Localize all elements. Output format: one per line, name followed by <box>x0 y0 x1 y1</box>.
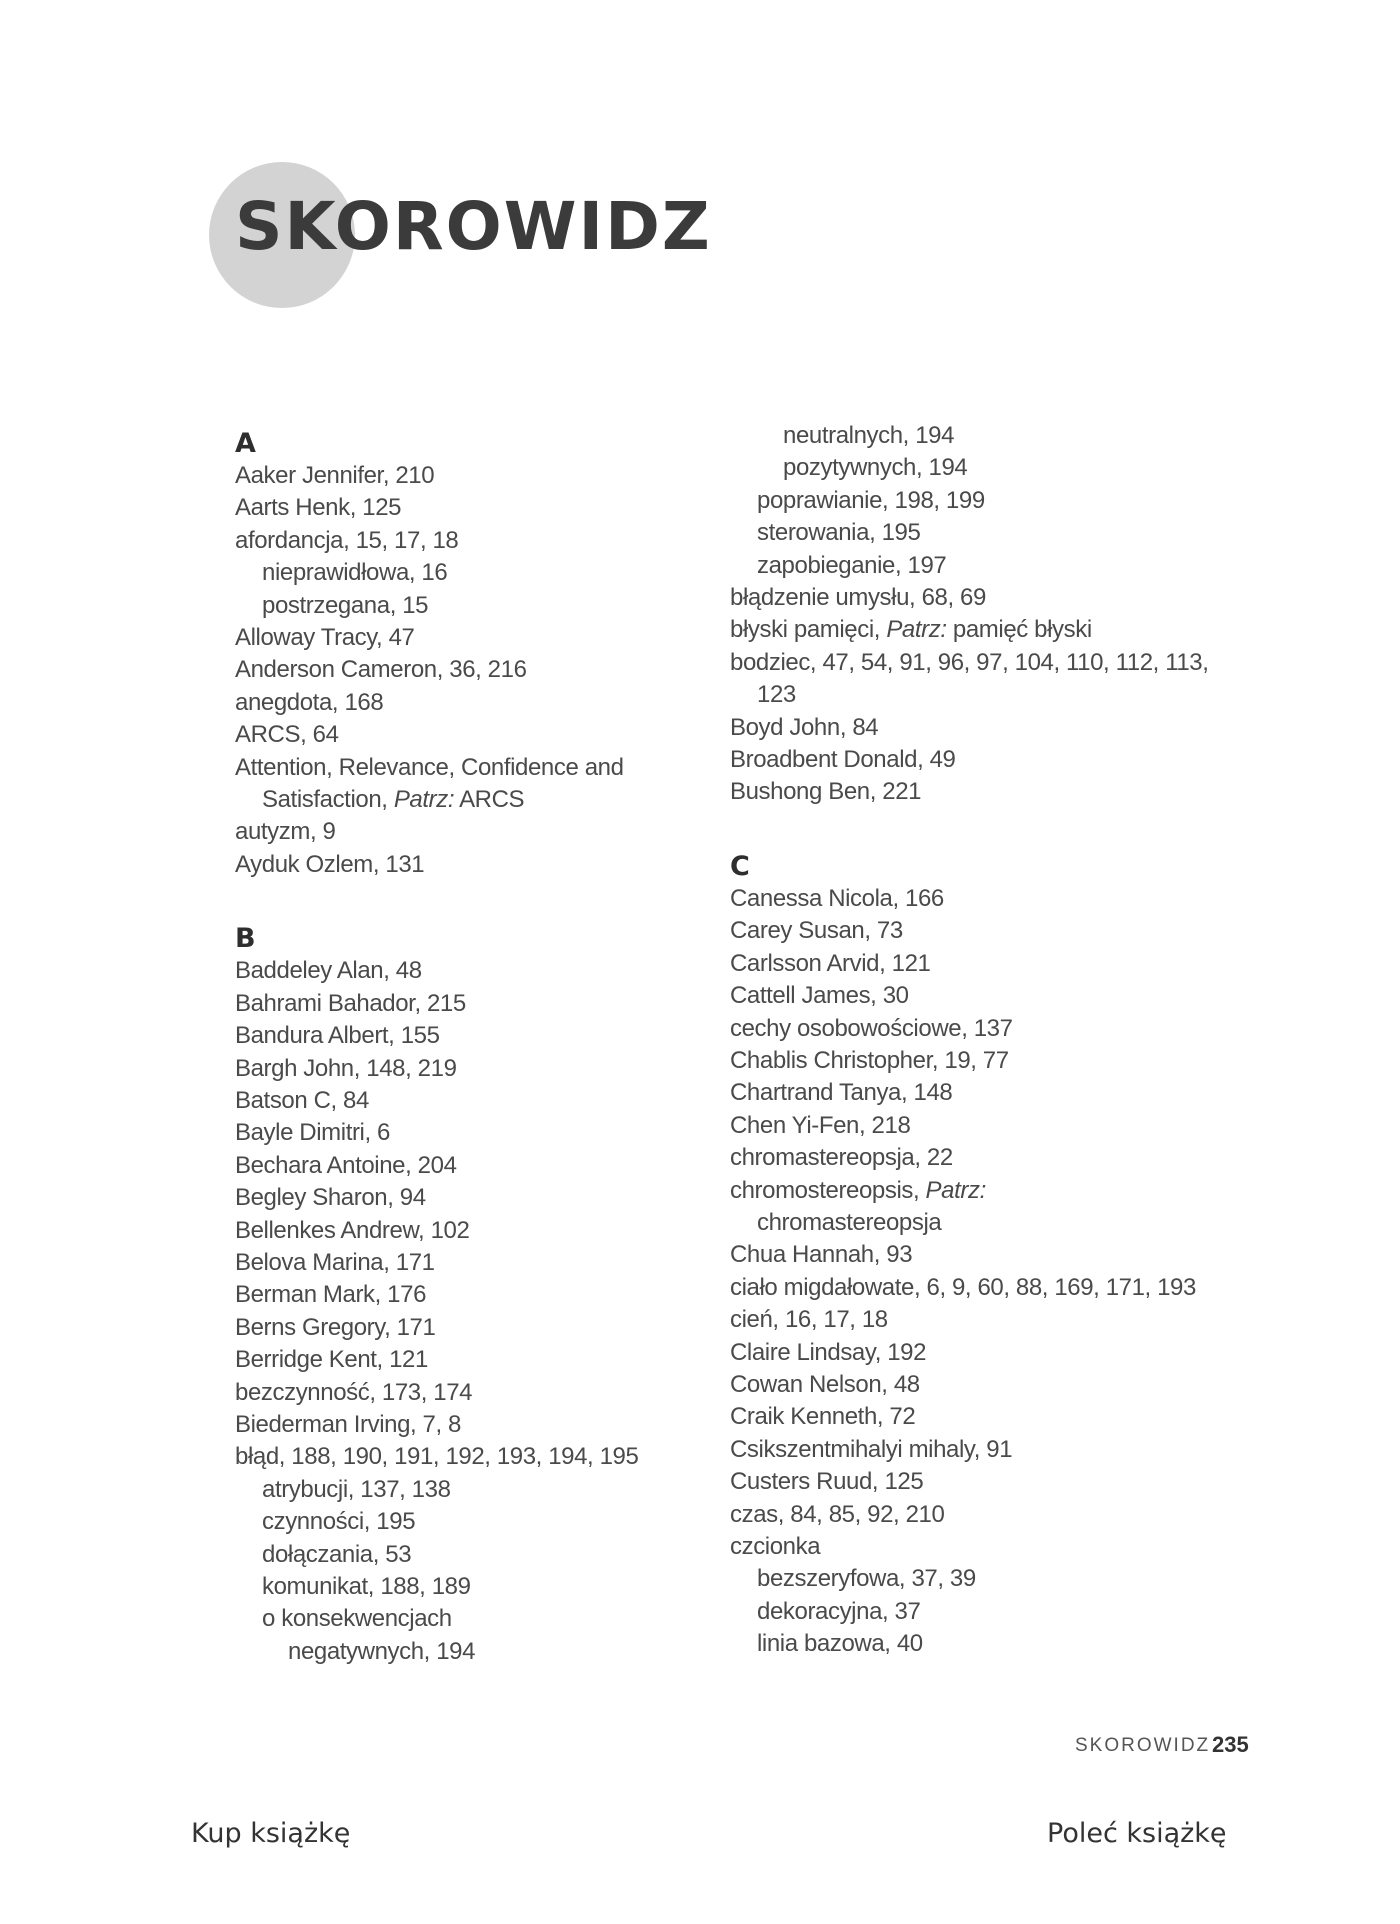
index-entry <box>730 1466 1200 1498</box>
index-entry-text: błądzenie umysłu, 68, 69 <box>730 584 986 612</box>
index-entry-text: Chablis Christopher, 19, 77 <box>730 1046 1009 1074</box>
index-entry-text: Aarts Henk, 125 <box>235 494 402 522</box>
index-entry <box>235 1182 705 1214</box>
index-entry-text: ciało migdałowate, 6, 9, 60, 88, 169, 171, 193 <box>730 1273 1196 1301</box>
index-entry-text: Cattell James, 30 <box>730 982 909 1010</box>
index-entry <box>730 915 1200 947</box>
index-entry-text: chromostereopsis, <box>730 1176 926 1204</box>
index-entry-text: neutralnych, 194 <box>783 422 955 449</box>
index-entry-text: błąd, 188, 190, 191, 192, 193, 194, 195 <box>235 1443 639 1471</box>
index-entry <box>730 1077 1200 1109</box>
index-entry <box>235 492 705 524</box>
index-entry-text: Canessa Nicola, 166 <box>730 884 944 912</box>
title-block <box>209 162 809 312</box>
index-entry-text: dołączania, 53 <box>262 1540 412 1568</box>
index-entry <box>730 1401 1200 1433</box>
index-subentry <box>235 590 705 622</box>
index-entry <box>730 948 1200 980</box>
index-subentry <box>730 517 1200 549</box>
running-title: SKOROWIDZ <box>1075 1735 1211 1756</box>
index-subentry <box>730 420 1200 452</box>
index-entry <box>235 752 705 784</box>
index-entry-text: Baddeley Alan, 48 <box>235 957 422 985</box>
index-entry-text: Bechara Antoine, 204 <box>235 1151 457 1179</box>
index-entry-text: nieprawidłowa, 16 <box>262 559 448 587</box>
section-gap <box>235 881 705 915</box>
index-entry-text: postrzegana, 15 <box>262 591 429 619</box>
index-entry-text: czcionka <box>730 1533 821 1560</box>
index-entry <box>730 1531 1200 1563</box>
see-reference-label: Patrz: <box>925 1176 986 1204</box>
index-entry <box>730 1272 1200 1304</box>
index-entry-text: Ayduk Ozlem, 131 <box>235 850 425 878</box>
index-entry-text: Carey Susan, 73 <box>730 917 903 945</box>
index-subentry <box>730 485 1200 517</box>
index-entry <box>730 647 1209 679</box>
index-column-right <box>730 420 1209 1661</box>
index-entry-text: Boyd John, 84 <box>730 713 879 741</box>
index-entry-text: 123 <box>757 681 796 709</box>
index-entry <box>235 1085 705 1117</box>
index-entry-text: komunikat, 188, 189 <box>262 1573 471 1600</box>
index-entry-text: Satisfaction, <box>262 786 394 814</box>
index-entry <box>235 687 705 719</box>
index-entry-text: poprawianie, 198, 199 <box>757 486 985 514</box>
index-entry <box>730 1110 1200 1142</box>
index-entry-text: Broadbent Donald, 49 <box>730 746 956 774</box>
index-entry <box>730 614 1200 646</box>
index-entry <box>730 1499 1200 1531</box>
index-entry-text: atrybucji, 137, 138 <box>262 1475 451 1503</box>
index-entry-text: Attention, Relevance, Confidence and <box>235 753 624 781</box>
index-entry <box>730 883 1200 915</box>
index-entry <box>730 1369 1200 1401</box>
index-entry <box>235 1344 705 1376</box>
index-entry-text: linia bazowa, 40 <box>757 1630 923 1658</box>
index-entry <box>235 622 705 654</box>
index-entry <box>235 849 705 881</box>
index-subentry <box>730 1628 1200 1660</box>
index-entry <box>235 1312 705 1344</box>
index-entry <box>235 654 705 686</box>
index-entry <box>235 1117 705 1149</box>
index-entry <box>730 1337 1200 1369</box>
index-section-letter: B <box>235 923 256 955</box>
index-subentry <box>730 1596 1200 1628</box>
index-entry-text: afordancja, 15, 17, 18 <box>235 526 459 554</box>
index-entry <box>235 1247 705 1279</box>
index-entry <box>235 1215 705 1247</box>
index-entry-text: zapobieganie, 197 <box>757 551 947 579</box>
index-entry-text: Biederman Irving, 7, 8 <box>235 1410 461 1438</box>
page-number: 235 <box>1212 1732 1249 1757</box>
index-entry <box>730 1239 1200 1271</box>
index-subentry <box>235 1506 705 1538</box>
index-entry <box>730 776 1200 808</box>
index-entry <box>235 1279 705 1311</box>
index-entry-text: sterowania, 195 <box>757 519 921 547</box>
index-entry-text: anegdota, 168 <box>235 688 384 716</box>
index-entry-text: czas, 84, 85, 92, 210 <box>730 1500 945 1528</box>
index-subentry <box>730 679 1200 711</box>
index-entry-text: Berridge Kent, 121 <box>235 1346 428 1374</box>
index-entry <box>235 1377 705 1409</box>
index-section-letter: A <box>235 428 256 459</box>
see-reference-target: ARCS <box>459 786 525 814</box>
index-subentry <box>730 550 1200 582</box>
see-reference-target: pamięć błyski <box>952 616 1092 644</box>
index-entry <box>235 460 705 492</box>
index-entry <box>235 816 705 848</box>
index-entry-text: Bellenkes Andrew, 102 <box>235 1216 470 1244</box>
index-entry <box>730 1142 1200 1174</box>
index-entry <box>730 712 1200 744</box>
index-entry-text: ARCS, 64 <box>235 721 339 749</box>
index-entry <box>730 1175 1200 1207</box>
index-entry <box>730 1434 1200 1466</box>
index-entry-text: Craik Kenneth, 72 <box>730 1403 916 1431</box>
index-entry <box>235 719 705 751</box>
index-entry <box>235 1020 705 1052</box>
index-entry-text: Custers Ruud, 125 <box>730 1468 924 1496</box>
index-subentry <box>730 1207 1200 1239</box>
see-reference-label: Patrz: <box>393 786 455 814</box>
buy-book-link[interactable]: Kup książkę <box>191 1818 351 1849</box>
index-entry <box>730 582 1200 614</box>
index-entry-text: autyzm, 9 <box>235 818 336 846</box>
index-subentry <box>235 784 705 816</box>
index-entry-text: Berns Gregory, 171 <box>235 1313 436 1341</box>
index-entry-text: chromastereopsja, 22 <box>730 1144 953 1172</box>
index-entry <box>235 955 705 987</box>
index-entry-text: Chartrand Tanya, 148 <box>730 1079 953 1107</box>
index-entry-text: Bushong Ben, 221 <box>730 778 922 806</box>
page-title: SKOROWIDZ <box>235 188 712 265</box>
index-entry-text: Anderson Cameron, 36, 216 <box>235 656 527 684</box>
index-entry-text: chromastereopsja <box>757 1208 942 1236</box>
index-subentry <box>235 1539 705 1571</box>
index-entry-text: Carlsson Arvid, 121 <box>730 949 931 977</box>
index-entry-text: cechy osobowościowe, 137 <box>730 1014 1013 1042</box>
index-entry <box>730 1013 1200 1045</box>
index-entry-text: czynności, 195 <box>262 1508 416 1536</box>
index-entry-text: bodziec, 47, 54, 91, 96, 97, 104, 110, 112, 113, <box>730 648 1209 676</box>
index-entry <box>235 1053 705 1085</box>
index-entry <box>730 1045 1200 1077</box>
index-entry <box>235 525 705 557</box>
index-entry-text: bezczynność, 173, 174 <box>235 1378 473 1406</box>
index-entry-text: pozytywnych, 194 <box>783 454 968 482</box>
index-entry-text: o konsekwencjach <box>262 1605 452 1633</box>
index-entry-text: Aaker Jennifer, 210 <box>235 462 435 489</box>
index-subentry <box>235 1636 705 1668</box>
index-section-letter: C <box>730 850 750 882</box>
index-entry <box>235 1441 705 1473</box>
index-entry-text: dekoracyjna, 37 <box>757 1597 921 1625</box>
index-entry-text: Cowan Nelson, 48 <box>730 1370 920 1398</box>
index-entry-text: bezszeryfowa, 37, 39 <box>757 1565 976 1593</box>
index-entry-text: Chen Yi-Fen, 218 <box>730 1111 911 1139</box>
index-entry <box>730 1304 1200 1336</box>
index-entry-text: Bayle Dimitri, 6 <box>235 1119 390 1147</box>
index-entry-text: Alloway Tracy, 47 <box>235 624 415 652</box>
index-entry <box>730 980 1200 1012</box>
index-column-left <box>235 420 705 1668</box>
index-subentry <box>235 557 705 589</box>
index-entry-text: Batson C, 84 <box>235 1086 369 1114</box>
index-entry <box>730 744 1200 776</box>
see-reference-label: Patrz: <box>886 616 947 644</box>
recommend-book-link[interactable]: Poleć książkę <box>1047 1818 1227 1849</box>
index-entry-text: negatywnych, 194 <box>288 1637 476 1665</box>
index-entry <box>235 1150 705 1182</box>
index-subentry <box>235 1571 705 1603</box>
index-entry-text: Begley Sharon, 94 <box>235 1184 426 1212</box>
index-entry-text: Csikszentmihalyi mihaly, 91 <box>730 1435 1013 1463</box>
index-entry-text: Bahrami Bahador, 215 <box>235 989 466 1017</box>
index-entry-text: cień, 16, 17, 18 <box>730 1306 888 1334</box>
section-gap <box>730 809 1200 843</box>
index-entry <box>235 1409 705 1441</box>
index-entry-text: Berman Mark, 176 <box>235 1281 427 1309</box>
index-subentry <box>730 452 1200 484</box>
index-entry-text: błyski pamięci, <box>730 616 887 644</box>
index-entry-text: Bandura Albert, 155 <box>235 1022 440 1050</box>
index-entry-text: Claire Lindsay, 192 <box>730 1338 927 1366</box>
index-subentry <box>235 1474 705 1506</box>
index-subentry <box>730 1563 1200 1595</box>
index-entry-text: Chua Hannah, 93 <box>730 1241 913 1269</box>
index-entry <box>235 988 705 1020</box>
index-entry-text: Belova Marina, 171 <box>235 1248 435 1276</box>
index-subentry <box>235 1603 705 1635</box>
index-entry-text: Bargh John, 148, 219 <box>235 1054 457 1082</box>
